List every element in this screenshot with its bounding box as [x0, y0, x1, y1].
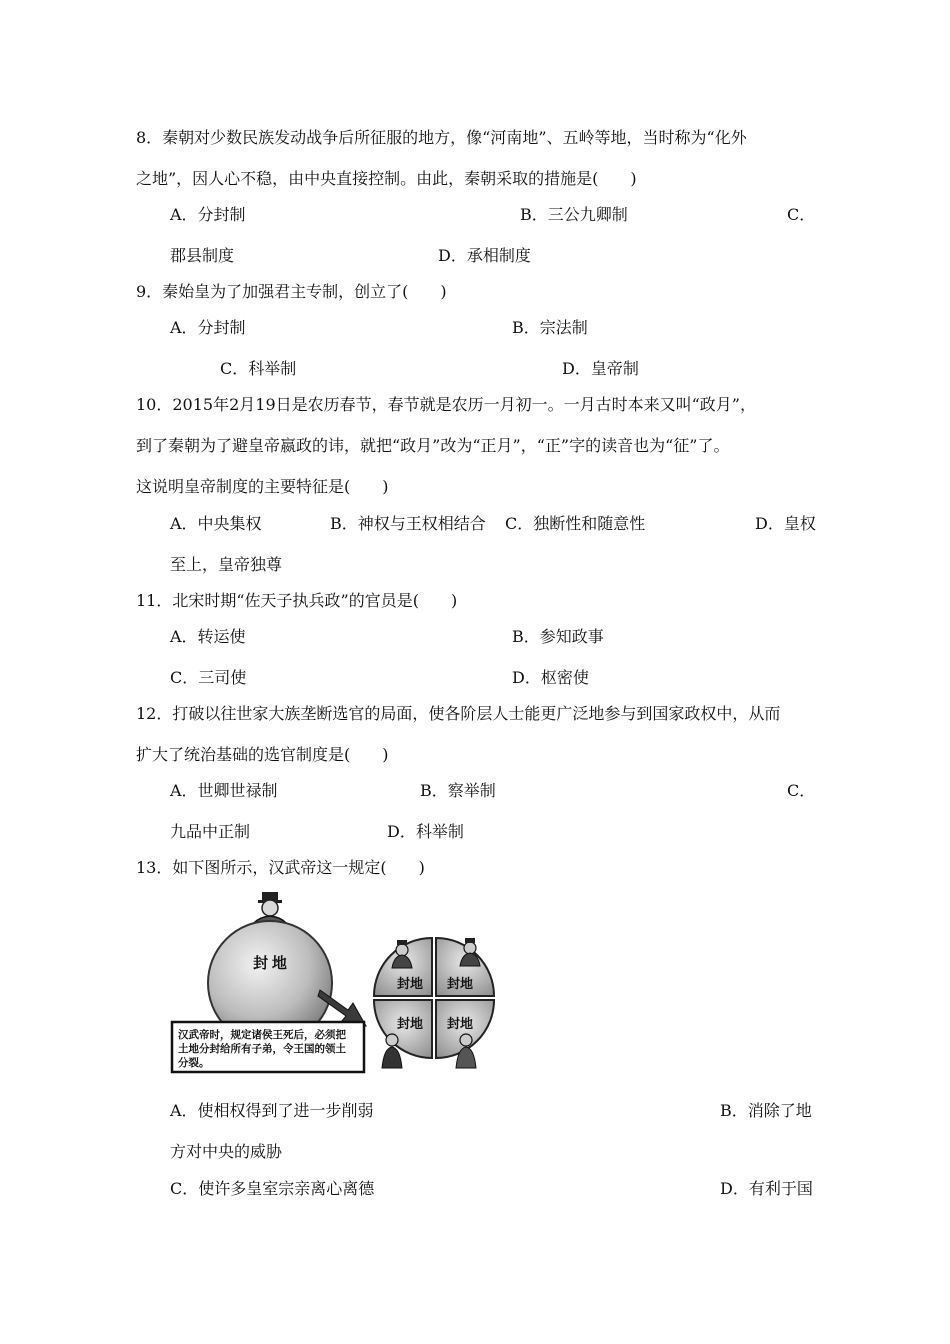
q13-option-b-end: 方对中央的威胁	[170, 1142, 283, 1161]
q10-option-d-end: 至上，皇帝独尊	[170, 555, 283, 574]
q10-option-b: B．神权与王权相结合	[330, 514, 486, 533]
caption-line-3: 分裂。	[178, 1058, 210, 1069]
q10-option-a: A．中央集权	[170, 514, 262, 533]
q9-option-b: B．宗法制	[512, 318, 588, 337]
small-fief-label-4: 封地	[446, 1016, 474, 1031]
q13-option-a: A．使相权得到了进一步削弱	[170, 1101, 374, 1120]
q12-option-d: D．科举制	[387, 822, 464, 841]
q8-option-a: A．分封制	[170, 205, 246, 224]
q12-option-c-text: 九品中正制	[170, 822, 251, 841]
q12-stem-line-1: 12．打破以往世家大族垄断选官的局面，使各阶层人士能更广泛地参与到国家政权中，从而	[136, 704, 781, 723]
q8-option-b: B．三公九卿制	[520, 205, 628, 224]
large-fief-label: 封 地	[253, 956, 287, 972]
small-fief-label-2: 封地	[446, 976, 474, 991]
q9-option-d: D．皇帝制	[562, 359, 639, 378]
q10-option-d-start: D．皇权	[755, 514, 816, 533]
small-fief-label-3: 封地	[396, 1016, 424, 1031]
q12-option-b: B．察举制	[420, 781, 496, 800]
small-fief-label-1: 封地	[396, 976, 424, 991]
q13-stem: 13．如下图所示，汉武帝这一规定( )	[136, 858, 425, 877]
q11-option-c: C．三司使	[170, 668, 247, 687]
caption-line-2: 土地分封给所有子弟，令王国的领土	[178, 1044, 346, 1055]
q11-option-d: D．枢密使	[512, 668, 589, 687]
q10-stem-line-1: 10．2015年2月19日是农历春节，春节就是农历一月初一。一月古时本来又叫“政月”，	[136, 395, 756, 414]
q10-stem-line-2: 到了秦朝为了避皇帝嬴政的讳，就把“政月”改为“正月”，“正”字的读音也为“征”了。	[136, 436, 730, 455]
q11-option-a: A．转运使	[170, 627, 246, 646]
q9-option-c: C．科举制	[220, 359, 297, 378]
q9-option-a: A．分封制	[170, 318, 246, 337]
q10-stem-line-3: 这说明皇帝制度的主要特征是( )	[136, 477, 389, 496]
fief-division-illustration	[170, 888, 510, 1078]
q8-option-c-text: 郡县制度	[170, 246, 235, 265]
q8-option-c-label: C．	[787, 205, 816, 224]
q11-stem: 11．北宋时期“佐天子执兵政”的官员是( )	[136, 591, 458, 610]
q11-option-b: B．参知政事	[512, 627, 604, 646]
q9-stem: 9．秦始皇为了加强君主专制，创立了( )	[136, 282, 447, 301]
q13-option-d-start: D．有利于国	[720, 1179, 813, 1198]
q12-option-a: A．世卿世禄制	[170, 781, 278, 800]
q13-option-b-start: B．消除了地	[720, 1101, 812, 1120]
q8-stem-line-1: 8．秦朝对少数民族发动战争后所征服的地方，像“河南地”、五岭等地，当时称为“化外	[136, 128, 747, 147]
caption-line-1: 汉武帝时，规定诸侯王死后，必须把	[178, 1030, 346, 1041]
q8-stem-line-2: 之地”，因人心不稳，由中央直接控制。由此，秦朝采取的措施是( )	[136, 169, 637, 188]
q10-option-c: C．独断性和随意性	[505, 514, 646, 533]
q13-option-c: C．使许多皇室宗亲离心离德	[170, 1179, 375, 1198]
q8-option-d: D．承相制度	[438, 246, 531, 265]
q12-option-c-label: C．	[787, 781, 816, 800]
q12-stem-line-2: 扩大了统治基础的选官制度是( )	[136, 745, 389, 764]
